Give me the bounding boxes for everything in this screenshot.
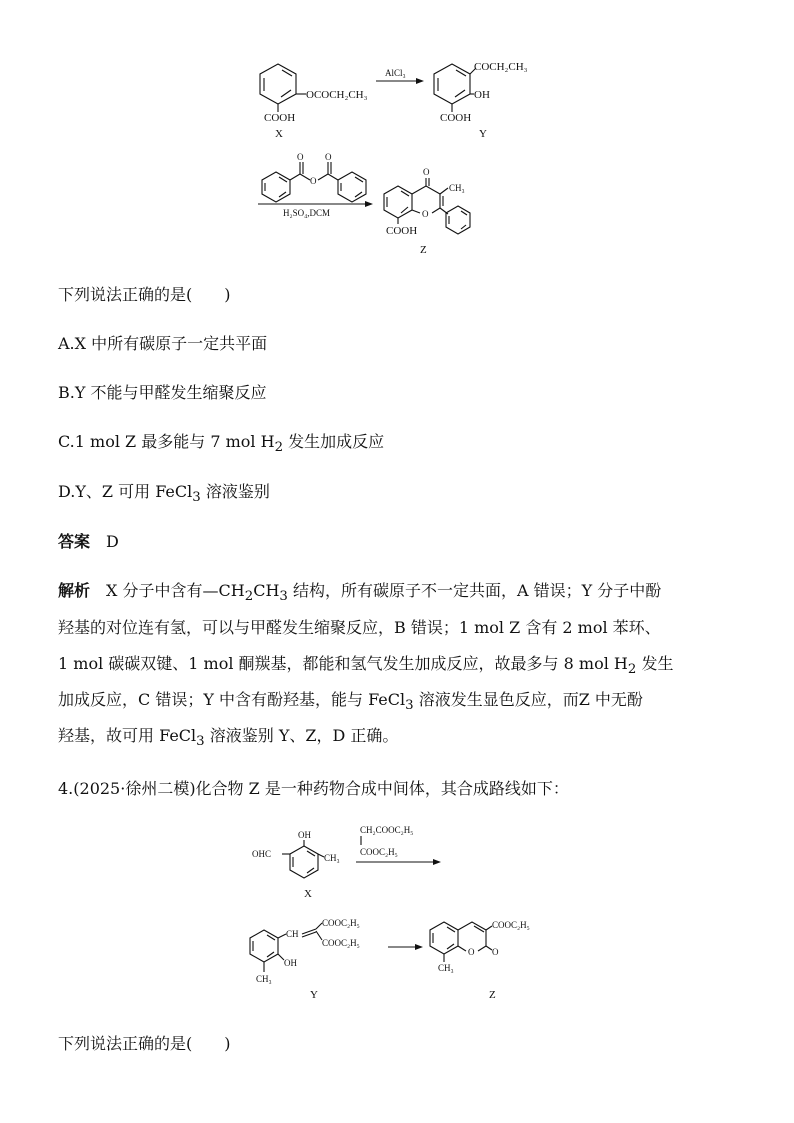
- y-cooh: COOH: [440, 112, 472, 124]
- explanation-line-2: 羟基的对位连有氢，可以与甲醛发生缩聚反应，B 错误；1 mol Z 含有 2 mol 苯环、: [58, 618, 661, 637]
- x-cooh: COOH: [264, 112, 296, 124]
- y-label: Y: [479, 128, 487, 140]
- explanation-line-3: 1 mol 碳碳双键、1 mol 酮羰基，都能和氢气发生加成反应，故最多与 8 mol $H_2$ 发生: [58, 654, 674, 678]
- anhydride-o2: O: [310, 176, 317, 186]
- compound-x-structure: [260, 64, 368, 140]
- q3-option-d: D.Y、Z 可用 FeCl$_3$ 溶液鉴别: [58, 482, 270, 506]
- q4-x-oh: OH: [298, 830, 311, 840]
- q4-y-label: Y: [310, 989, 318, 1001]
- q4-z-ch3: CH₃: [438, 963, 454, 973]
- y-oh: OH: [474, 89, 490, 101]
- q4-arrow-1: [356, 825, 441, 865]
- z-cooh: COOH: [386, 225, 418, 237]
- compound-z-structure: [384, 167, 470, 256]
- q3-answer: [58, 532, 119, 552]
- q3-option-a: A.X 中所有碳原子一定共平面: [58, 334, 268, 353]
- q4-y-ester-1: COOC₂H₅: [322, 918, 360, 928]
- q3-stem: 下列说法正确的是( ): [58, 285, 231, 304]
- q4-y-ch: CH: [286, 929, 299, 939]
- q4-x-ch3: CH₃: [324, 853, 340, 863]
- q4-arrow-2: [388, 944, 423, 950]
- q4-z-ester: COOC₂H₅: [492, 920, 530, 930]
- q4-y-ester-2: COOC₂H₅: [322, 938, 360, 948]
- explanation-line-5: 羟基，故可用 FeCl$_3$ 溶液鉴别 Y、Z，D 正确。: [58, 726, 399, 750]
- compound-y-structure: [434, 61, 528, 140]
- q4-compound-y: [250, 918, 360, 1001]
- q4-x-label: X: [304, 888, 312, 900]
- anhydride-structure: [262, 152, 366, 202]
- explanation-line-1: 解析 X 分子中含有$—CH_2CH_3$ 结构，所有碳原子不一定共面，A 错误；Y 分子中酚: [58, 581, 662, 605]
- explanation-label: 解析: [58, 581, 91, 600]
- explanation-line-4: 加成反应，C 错误；Y 中含有酚羟基，能与 FeCl$_3$ 溶液发生显色反应，而Z 中无酚: [58, 690, 643, 714]
- q4-z-label: Z: [489, 989, 496, 1001]
- q4-x-ohc: OHC: [252, 849, 272, 859]
- q4-compound-z: [430, 920, 530, 1001]
- answer-value: D: [106, 532, 119, 551]
- z-ch3: CH₃: [449, 183, 465, 193]
- z-carbonyl-o: O: [423, 167, 430, 177]
- q3-option-b: B.Y 不能与甲醛发生缩聚反应: [58, 383, 267, 402]
- q4-z-o1: O: [468, 947, 475, 957]
- q4-y-oh: OH: [284, 958, 297, 968]
- arrow-1: [376, 68, 424, 84]
- x-label: X: [275, 128, 283, 140]
- z-label: Z: [420, 244, 427, 256]
- arrow-1-reagent: AlCl₃: [385, 68, 406, 78]
- x-substituent: OCOCH₂CH₃: [306, 89, 368, 101]
- q4-reagent-2: COOC₂H₅: [360, 847, 398, 857]
- q4-reagent-1: CH₂COOC₂H₅: [360, 825, 414, 835]
- arrow-2: [258, 201, 373, 218]
- q4-stem-2: 下列说法正确的是( ): [58, 1034, 231, 1053]
- reaction-scheme-1: [0, 0, 794, 270]
- arrow-2-conditions: H₂SO₄,DCM: [283, 208, 331, 218]
- answer-label: 答案: [58, 532, 91, 551]
- q4-y-ch3: CH₃: [256, 974, 272, 984]
- z-ring-o: O: [422, 209, 429, 219]
- anhydride-o3: O: [325, 152, 332, 162]
- q4-compound-x: [252, 830, 340, 900]
- q3-option-c: C.1 mol Z 最多能与 7 mol $H_2$ 发生加成反应: [58, 432, 385, 456]
- anhydride-o1: O: [297, 152, 304, 162]
- y-substituent: COCH₂CH₃: [474, 61, 528, 73]
- reaction-scheme-2: [0, 815, 794, 1015]
- q4-z-o2: O: [492, 947, 499, 957]
- q4-stem: 4.(2025·徐州二模)化合物 Z 是一种药物合成中间体，其合成路线如下：: [58, 779, 569, 798]
